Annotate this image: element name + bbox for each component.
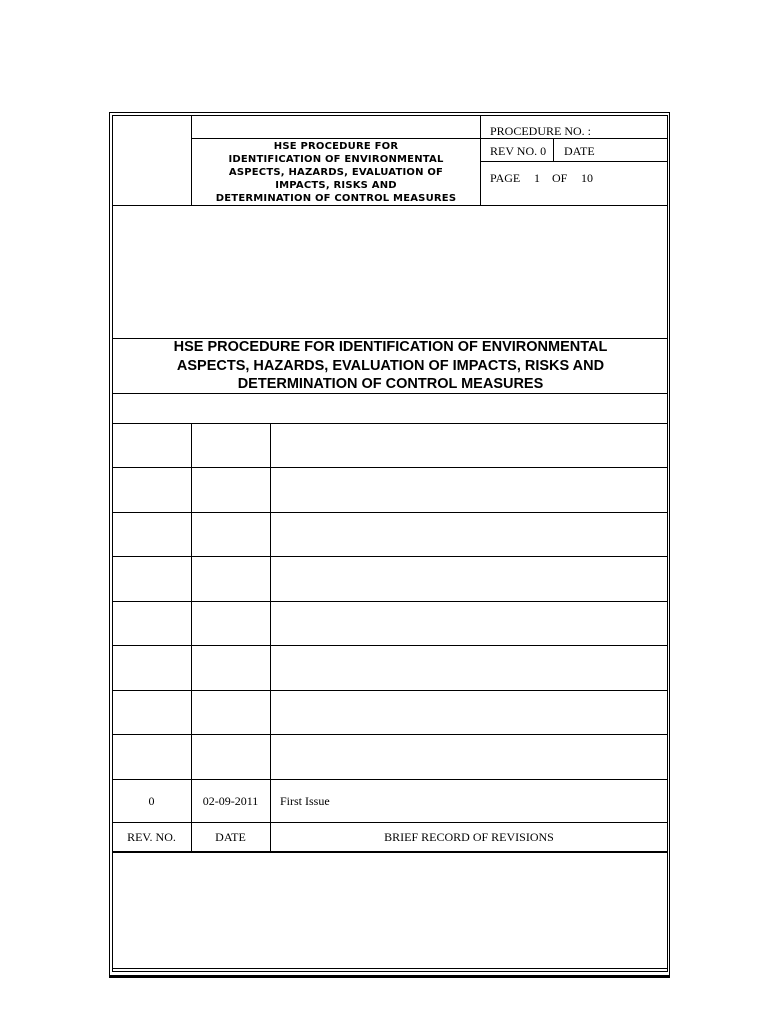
header-rev-date-divider [553, 138, 554, 161]
header-title-line: ASPECTS, HAZARDS, EVALUATION OF [228, 167, 444, 178]
revision-table-row-rule [112, 556, 668, 557]
main-title-line: ASPECTS, HAZARDS, EVALUATION OF IMPACTS, RISKS AND [176, 357, 605, 374]
revision-rev-value: 0 [148, 794, 155, 808]
revision-header-brief: BRIEF RECORD OF REVISIONS [384, 830, 554, 844]
revision-table-row-rule [112, 690, 668, 691]
header-info-rule [480, 161, 668, 162]
revision-record-value: First Issue [280, 794, 330, 808]
main-title-line: HSE PROCEDURE FOR IDENTIFICATION OF ENVIRONMENTAL [173, 339, 608, 355]
main-title-line: DETERMINATION OF CONTROL MEASURES [237, 376, 544, 392]
procedure-no-label: PROCEDURE NO. : [490, 124, 592, 138]
header-bottom-rule [112, 205, 668, 206]
revision-date-value: 02-09-2011 [202, 794, 259, 808]
revision-col-divider [191, 423, 192, 852]
header-title-line: IMPACTS, RISKS AND [275, 180, 397, 191]
footer-rule [112, 968, 668, 969]
revision-col-divider [270, 423, 271, 852]
header-procedure-title [192, 140, 480, 205]
revision-table-header-rule [112, 822, 668, 823]
title-bottom-rule [112, 393, 668, 394]
page-current: 1 [534, 171, 540, 185]
revision-header-date: DATE [215, 830, 246, 844]
revision-table-top-rule [112, 423, 668, 424]
revision-table-row-rule [112, 645, 668, 646]
page-label: PAGE [490, 171, 521, 185]
revision-table-row-rule [112, 779, 668, 780]
revision-table-row-rule [112, 601, 668, 602]
header-title-line: HSE PROCEDURE FOR [273, 141, 399, 152]
page-of-label: OF [552, 171, 568, 185]
revision-table-bottom-rule [112, 851, 668, 853]
header-top-rule [191, 138, 668, 139]
rev-no-label: REV NO. 0 [490, 144, 547, 158]
page-total: 10 [581, 171, 593, 185]
revision-table-row-rule [112, 467, 668, 468]
header-title-line: IDENTIFICATION OF ENVIRONMENTAL [228, 154, 444, 165]
header-title-line: DETERMINATION OF CONTROL MEASURES [215, 193, 457, 204]
revision-table-row-rule [112, 734, 668, 735]
revision-table-row-rule [112, 512, 668, 513]
date-label: DATE [564, 144, 595, 158]
revision-header-rev-no: REV. NO. [127, 830, 176, 844]
main-title [113, 338, 668, 394]
